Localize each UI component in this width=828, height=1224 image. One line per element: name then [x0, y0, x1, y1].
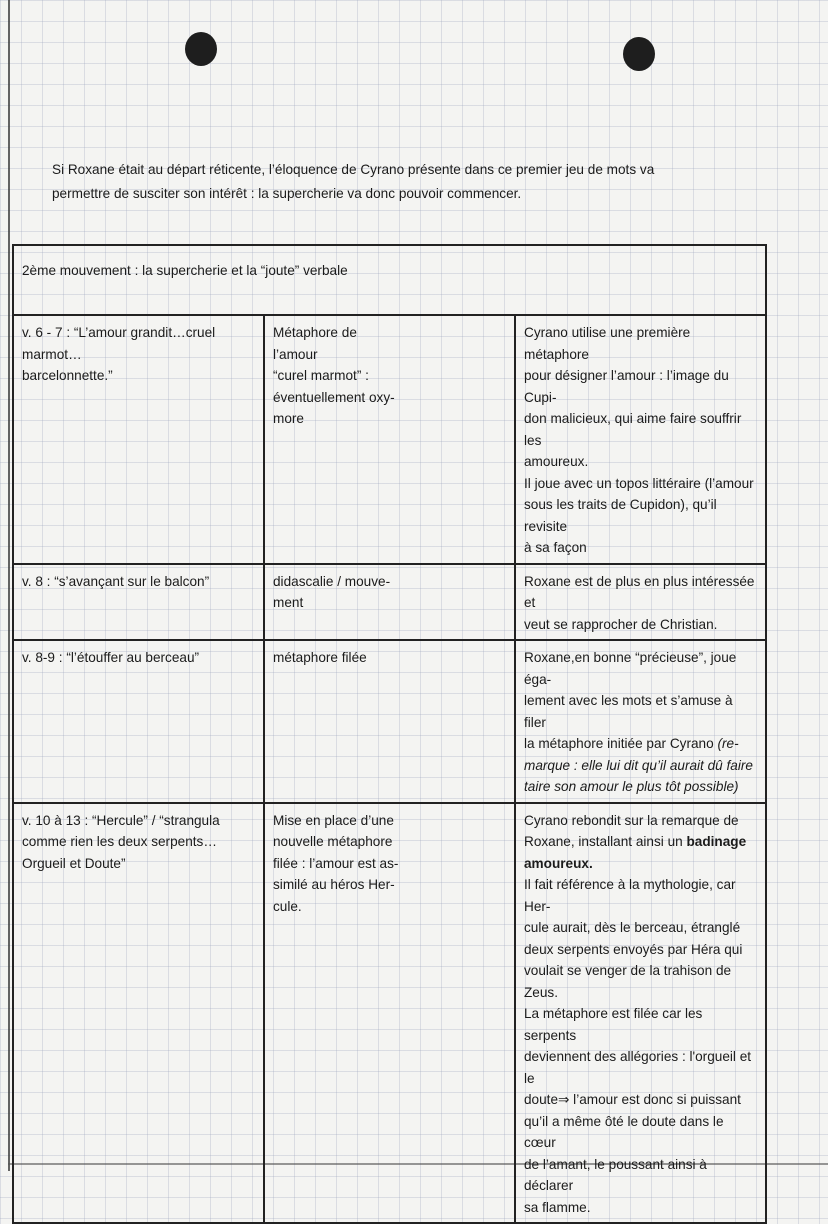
- table-row: [13, 640, 766, 803]
- analyse-line: veut se rapprocher de Christian.: [524, 616, 718, 632]
- analyse-line: Cyrano utilise une première métaphore: [524, 325, 691, 362]
- analyse-line: deviennent des allégories : l'orgueil et le: [524, 1049, 752, 1086]
- citation-line: Orgueil et Doute”: [22, 855, 126, 871]
- procede-cell: [264, 564, 515, 641]
- citation-line: v. 8 : “s’avançant sur le balcon”: [22, 573, 210, 589]
- table-heading: [13, 245, 766, 315]
- procede-line: Mise en place d’une: [273, 812, 394, 828]
- intro-line-2: permettre de susciter son intérêt : la supercherie va donc pouvoir commencer.: [52, 186, 522, 201]
- procede-line: didascalie / mouve-: [273, 573, 391, 589]
- analyse-line: Roxane, installant ainsi un: [524, 834, 683, 849]
- analyse-line: don malicieux, qui aime faire souffrir les: [524, 411, 742, 448]
- analyse-line: de l’amant, le poussant ainsi à déclarer: [524, 1156, 707, 1193]
- analyse-line: cule aurait, dès le berceau, étranglé: [524, 920, 741, 935]
- analyse-line: sa flamme.: [524, 1199, 591, 1215]
- analyse-line: qu’il a même ôté le doute dans le cœur: [524, 1113, 724, 1150]
- table-row: [13, 315, 766, 564]
- analyse-line: pour désigner l’amour : l’image du Cupi-: [524, 368, 729, 405]
- punch-hole-left: [185, 32, 217, 66]
- procede-cell: [264, 803, 515, 1224]
- procede-line: Métaphore de: [273, 325, 357, 340]
- citation-line: v. 10 à 13 : “Hercule” / “strangula: [22, 812, 220, 828]
- procede-line: similé au héros Her-: [273, 877, 395, 892]
- procede-line: éventuellement oxy-: [273, 389, 395, 405]
- table-heading-text: 2ème mouvement : la supercherie et la “joute” verbale: [22, 263, 348, 278]
- analyse-cell: [515, 315, 766, 564]
- analyse-line: voulait se venger de la trahison de Zeus.: [524, 963, 732, 1000]
- analysis-table: [12, 244, 767, 1224]
- analyse-line: lement avec les mots et s’amuse à filer: [524, 693, 733, 730]
- procede-line: métaphore filée: [273, 650, 367, 665]
- procede-line: cule.: [273, 898, 302, 914]
- intro-paragraph: [52, 158, 762, 206]
- punch-hole-right: [623, 37, 655, 71]
- analyse-cell: [515, 803, 766, 1224]
- analyse-line: sous les traits de Cupidon), qu’il revisite: [524, 497, 717, 534]
- analyse-line: la métaphore initiée par Cyrano: [524, 736, 714, 751]
- analyse-line: Il fait référence à la mythologie, car Her-: [524, 877, 736, 914]
- citation-cell: [13, 640, 264, 803]
- analyse-remark: (re-: [717, 736, 739, 751]
- analyse-line: La métaphore est filée car les serpents: [524, 1006, 703, 1043]
- procede-line: l’amour: [273, 346, 318, 362]
- analyse-bold: amoureux.: [524, 855, 593, 871]
- procede-line: “curel marmot” :: [273, 368, 369, 383]
- analyse-line: amoureux.: [524, 454, 589, 469]
- analyse-line: Roxane est de plus en plus intéressée et: [524, 573, 755, 610]
- analyse-line: deux serpents envoyés par Héra qui: [524, 941, 743, 957]
- analyse-bold: badinage: [686, 834, 747, 849]
- citation-line: v. 6 - 7 : “L’amour grandit…cruel: [22, 325, 216, 340]
- procede-line: nouvelle métaphore: [273, 834, 393, 849]
- procede-line: more: [273, 411, 304, 426]
- citation-line: v. 8-9 : “l’étouffer au berceau”: [22, 650, 200, 665]
- analyse-line: doute⇒ l’amour est donc si puissant: [524, 1092, 741, 1107]
- analyse-cell: [515, 640, 766, 803]
- analyse-remark: marque : elle lui dit qu’il aurait dû faire: [524, 757, 753, 773]
- citation-line: marmot…: [22, 346, 82, 362]
- margin-line: [8, 0, 10, 1171]
- analyse-line: Il joue avec un topos littéraire (l’amour: [524, 475, 754, 491]
- procede-line: filée : l’amour est as-: [273, 855, 399, 871]
- citation-line: comme rien les deux serpents…: [22, 834, 217, 849]
- procede-cell: [264, 640, 515, 803]
- citation-cell: [13, 803, 264, 1224]
- procede-cell: [264, 315, 515, 564]
- analyse-remark: taire son amour le plus tôt possible): [524, 779, 739, 794]
- intro-line-1: Si Roxane était au départ réticente, l’éloquence de Cyrano présente dans ce premier jeu de mots va: [52, 162, 655, 177]
- analyse-line: à sa façon: [524, 540, 587, 555]
- analyse-line: Roxane,en bonne “précieuse”, joue éga-: [524, 650, 737, 687]
- table-row: [13, 564, 766, 641]
- citation-cell: [13, 564, 264, 641]
- analyse-cell: [515, 564, 766, 641]
- procede-line: ment: [273, 595, 304, 610]
- table-heading-row: [13, 245, 766, 315]
- table-row: [13, 803, 766, 1224]
- citation-cell: [13, 315, 264, 564]
- citation-line: barcelonnette.”: [22, 368, 113, 383]
- analyse-line: Cyrano rebondit sur la remarque de: [524, 812, 739, 828]
